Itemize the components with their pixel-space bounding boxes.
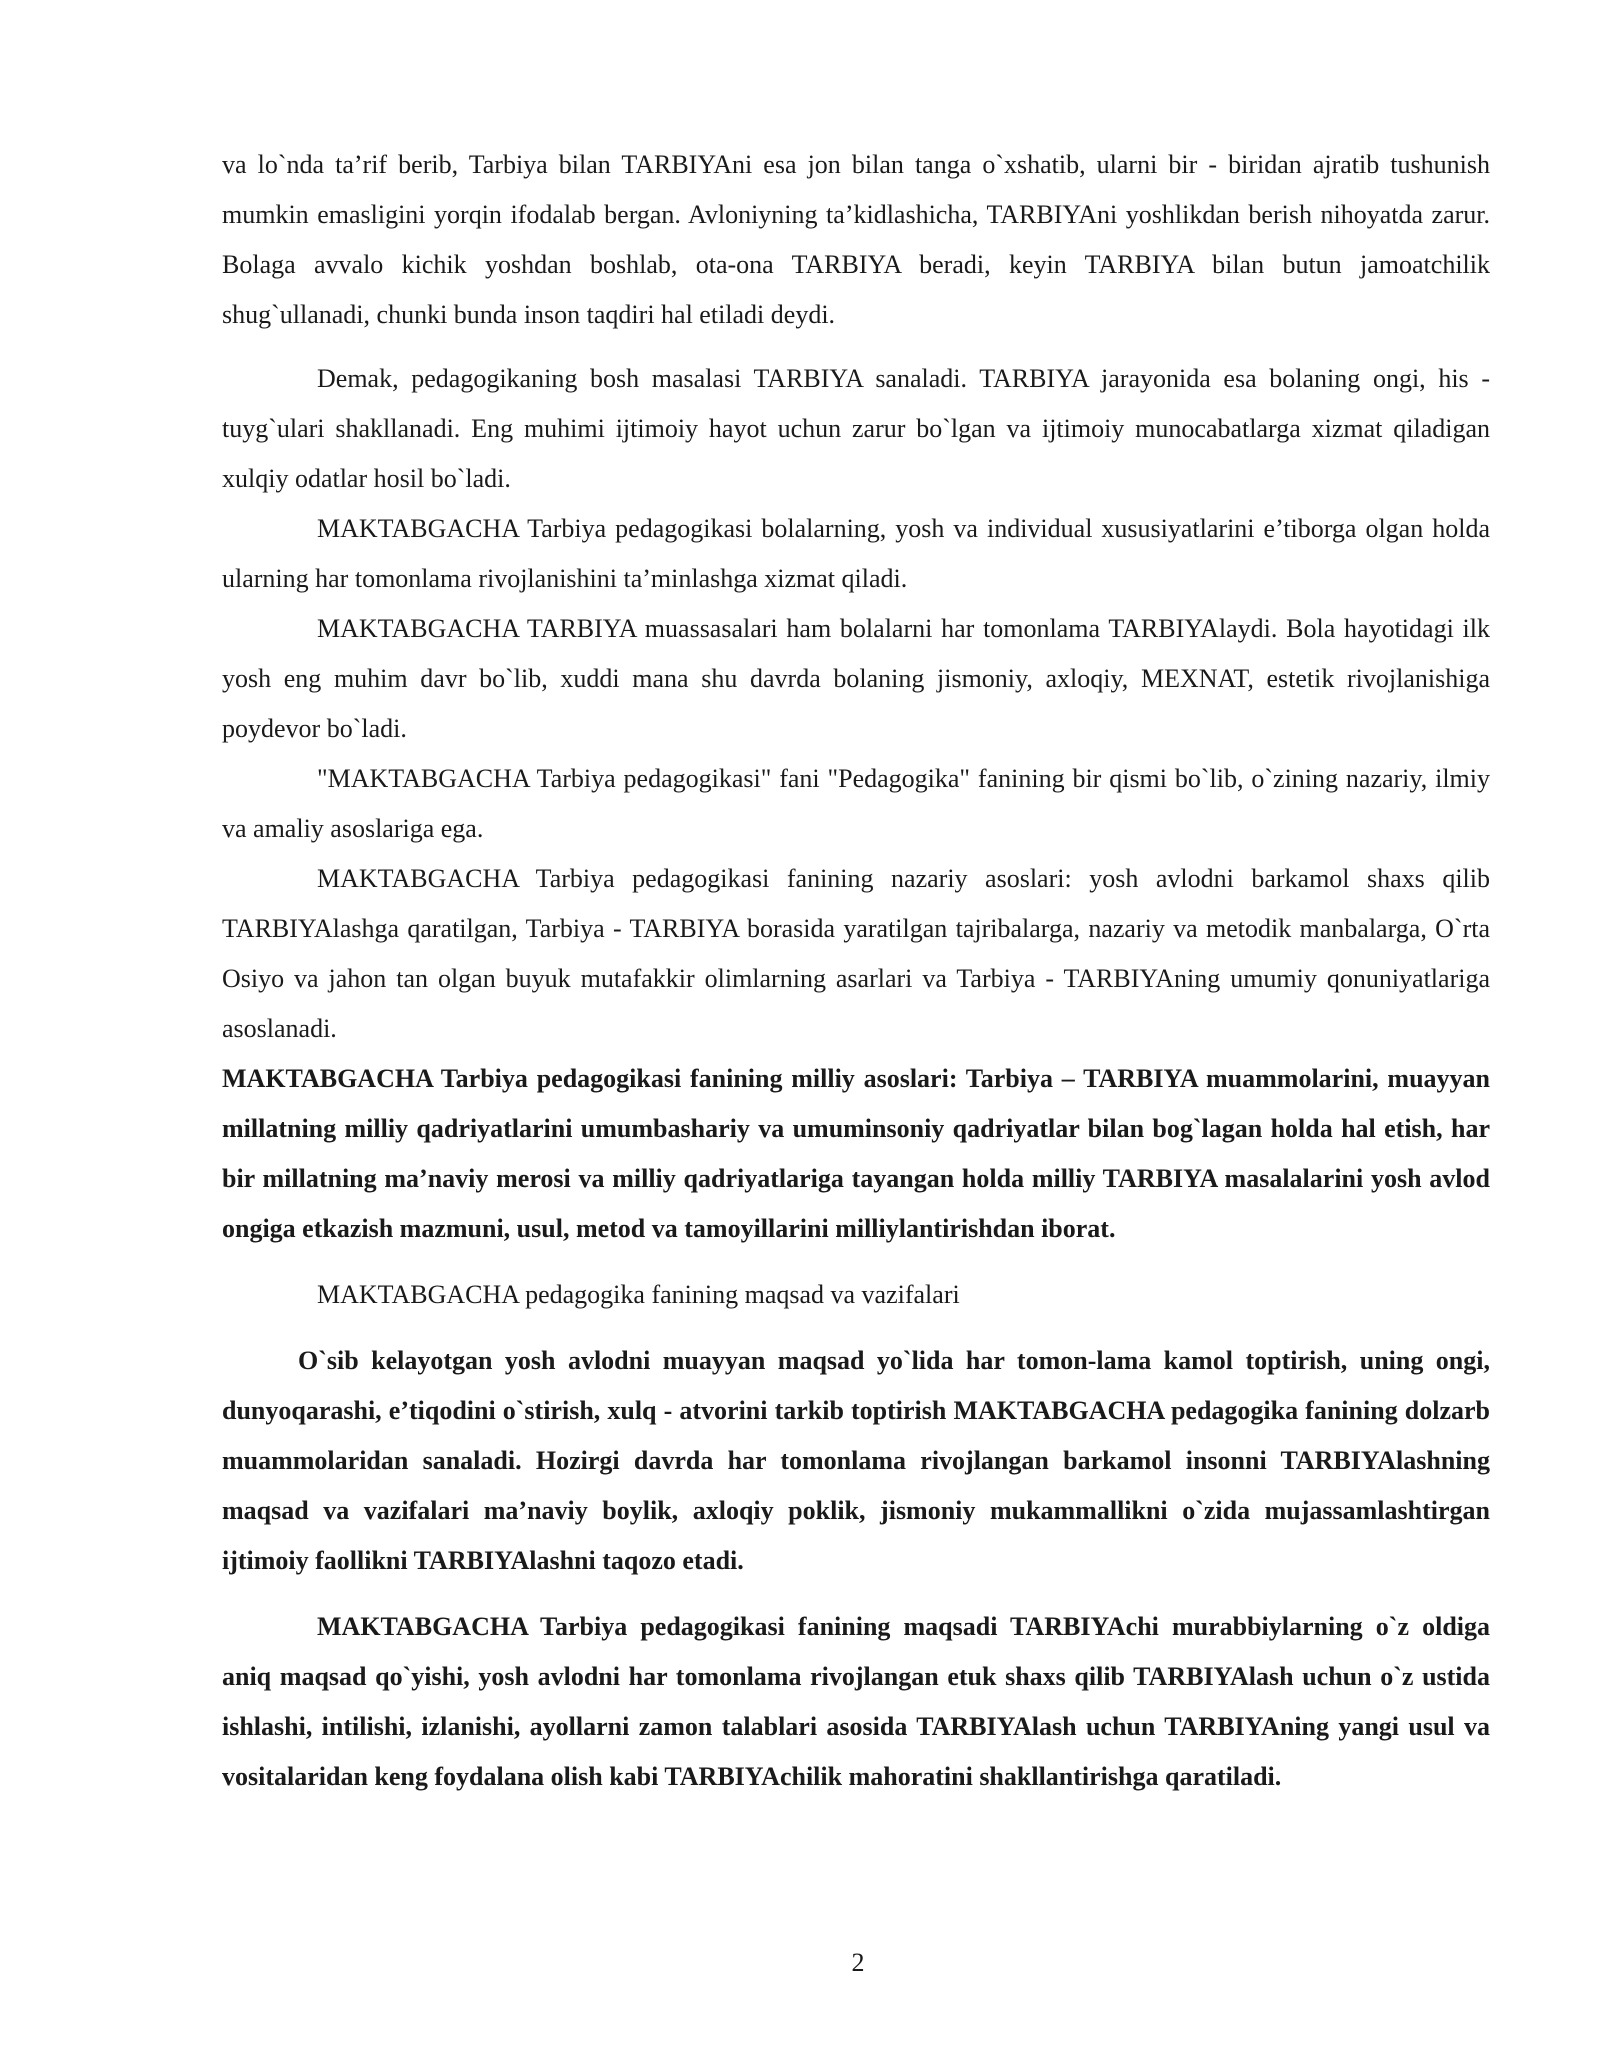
section-heading: MAKTABGACHA pedagogika fanining maqsad va vazifalari bbox=[317, 1280, 960, 1309]
document-body bbox=[222, 140, 1490, 1802]
paragraph-3: MAKTABGACHA Tarbiya pedagogikasi bolalarning, yosh va individual xususiyatlarini e’tiborga olgan holda ularning har tomonlama rivojlanishini ta’minlashga xizmat qiladi. bbox=[222, 514, 1490, 593]
paragraph-10-bold: MAKTABGACHA Tarbiya pedagogikasi fanining maqsadi TARBIYAchi murabbiylarning o`z oldiga aniq maqsad qo`yishi, yosh avlodni har tomonlama rivojlangan etuk shaxs qilib TARBIYAlash uchun o`z ustida ishlashi, intilishi, izlanishi, ayollarni zamon talablari asosida TARBIYAlash uchun TARBIYAning yangi usul va vositalaridan keng foydalana olish kabi TARBIYAchilik mahoratini shakllantirishga qaratiladi. bbox=[222, 1612, 1490, 1791]
page-number: 2 bbox=[851, 1948, 865, 1977]
paragraph-1: va lo`nda ta’rif berib, Tarbiya bilan TARBIYAni esa jon bilan tanga o`xshatib, ularni bir - biridan ajratib tushunish mumkin emasligini yorqin ifodalab bergan. Avloniyning ta’kidlashicha, TARBIYAni yoshlikdan berish nihoyatda zarur. Bolaga avvalo kichik yoshdan boshlab, ota-ona TARBIYA beradi, keyin TARBIYA bilan butun jamoatchilik shug`ullanadi, chunki bunda inson taqdiri hal etiladi deydi. bbox=[222, 150, 1490, 329]
paragraph-7-bold: MAKTABGACHA Tarbiya pedagogikasi fanining milliy asoslari: Tarbiya – TARBIYA muammolarini, muayyan millatning milliy qadriyatlarini umumbashariy va umuminsoniy qadriyatlar bilan bog`lagan holda hal etish, har bir millatning ma’naviy merosi va milliy qadriyatlariga tayangan holda milliy TARBIYA masalalarini yosh avlod ongiga etkazish mazmuni, usul, metod va tamoyillarini milliylantirishdan iborat. bbox=[222, 1064, 1490, 1243]
paragraph-4: MAKTABGACHA TARBIYA muassasalari ham bolalarni har tomonlama TARBIYAlaydi. Bola hayotidagi ilk yosh eng muhim davr bo`lib, xuddi mana shu davrda bolaning jismoniy, axloqiy, MEXNAT, estetik rivojlanishiga poydevor bo`ladi. bbox=[222, 614, 1490, 743]
paragraph-6: MAKTABGACHA Tarbiya pedagogikasi fanining nazariy asoslari: yosh avlodni barkamol shaxs qilib TARBIYAlashga qaratilgan, Tarbiya - TARBIYA borasida yaratilgan tajribalarga, nazariy va metodik manbalarga, O`rta Osiyo va jahon tan olgan buyuk mutafakkir olimlarning asarlari va Tarbiya - TARBIYAning umumiy qonuniyatlariga asoslanadi. bbox=[222, 864, 1490, 1043]
paragraph-5: "MAKTABGACHA Tarbiya pedagogikasi" fani "Pedagogika" fanining bir qismi bo`lib, o`zining nazariy, ilmiy va amaliy asoslariga ega. bbox=[222, 764, 1490, 843]
paragraph-2: Demak, pedagogikaning bosh masalasi TARBIYA sanaladi. TARBIYA jarayonida esa bolaning ongi, his - tuyg`ulari shakllanadi. Eng muhimi ijtimoiy hayot uchun zarur bo`lgan va ijtimoiy munocabatlarga xizmat qiladigan xulqiy odatlar hosil bo`ladi. bbox=[222, 364, 1490, 493]
paragraph-9-bold: O`sib kelayotgan yosh avlodni muayyan maqsad yo`lida har tomon-lama kamol toptirish, uning ongi, dunyoqarashi, e’tiqodini o`stirish, xulq - atvorini tarkib toptirish MAKTABGACHA pedagogika fanining dolzarb muammolaridan sanaladi. Hozirgi davrda har tomonlama rivojlangan barkamol insonni TARBIYAlashning maqsad va vazifalari ma’naviy boylik, axloqiy poklik, jismoniy mukammallikni o`zida mujassamlashtirgan ijtimoiy faollikni TARBIYAlashni taqozo etadi. bbox=[222, 1346, 1490, 1575]
